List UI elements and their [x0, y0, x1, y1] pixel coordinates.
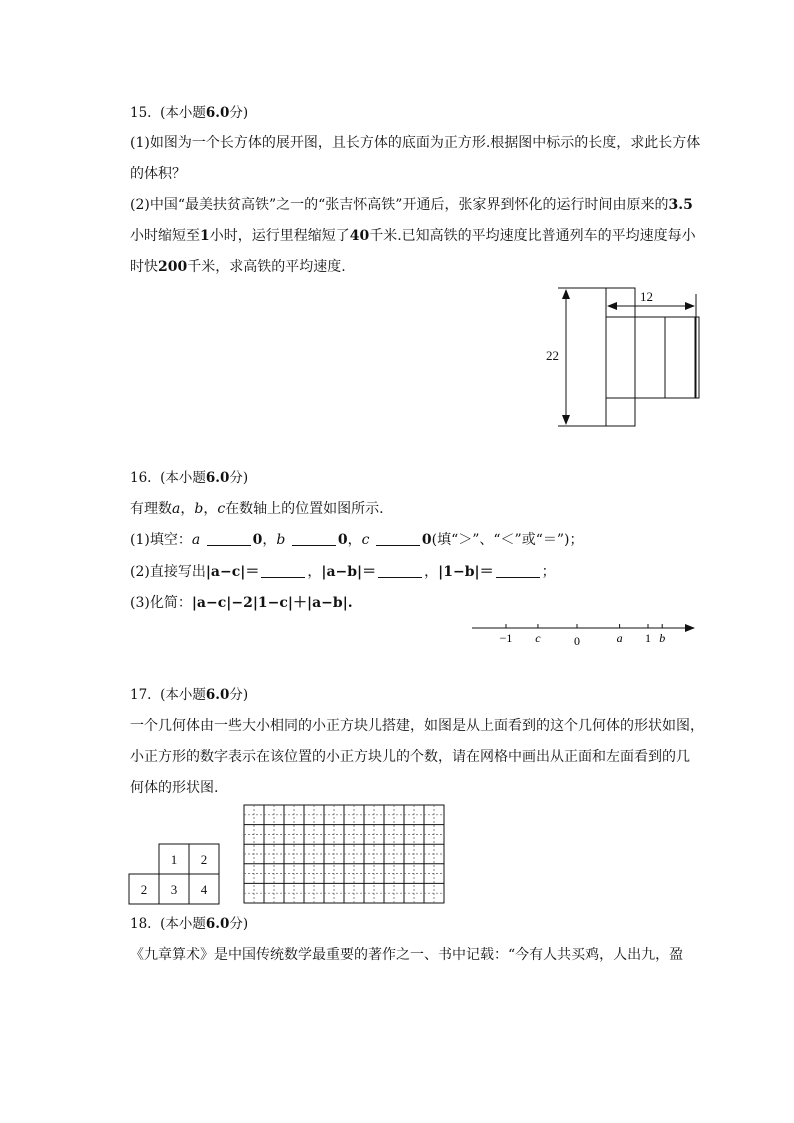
q16-expr1: |a−c|＝: [205, 564, 260, 580]
q16-part3: [130, 593, 353, 613]
q16-var-c: c: [217, 501, 226, 517]
q15-line5-a: 时快: [130, 259, 158, 275]
q16-p1-var-b: b: [276, 532, 286, 548]
axis-label: 0: [574, 634, 580, 648]
q18-meta-suffix: 分): [229, 916, 249, 932]
q15-line1: (1)如图为一个长方体的展开图，且长方体的底面为正方形.根据图中标示的长度，求此长方体: [130, 135, 701, 151]
top-view-count: 4: [200, 882, 208, 897]
q15-line4-c: 小时，运行里程缩短了: [209, 228, 350, 244]
q17-line2: 小正方形的数字表示在该位置的小正方块儿的个数，请在网格中画出从正面和左面看到的几: [130, 749, 690, 765]
q17-header: [130, 685, 248, 705]
q16-var-a: a: [172, 501, 181, 517]
q16-part2-end: ；: [541, 564, 556, 580]
q18-meta-prefix: (本小题: [160, 916, 206, 932]
axis-label: c: [535, 631, 541, 645]
q15-value-3-5: 3.5: [668, 197, 693, 213]
q15-value-1: 1: [200, 228, 210, 244]
net-bottom-square: [606, 398, 635, 426]
q17-line3: 何体的形状图.: [130, 780, 219, 796]
q16-expr2: |a−b|＝: [321, 564, 377, 580]
axis-label: a: [616, 631, 623, 645]
q15-line5: [130, 257, 346, 277]
q17-top-view: [128, 843, 222, 905]
q16-blank-b[interactable]: [292, 531, 336, 546]
q15-line4-e: 千米.已知高铁的平均速度比普通列车的平均速度每小: [369, 228, 696, 244]
q16-p1-var-c: c: [361, 532, 370, 548]
q16-zero-3: 0: [421, 532, 432, 548]
q16-header: [130, 468, 248, 488]
q16-expr3: |1−b|＝: [438, 564, 494, 580]
q15-number: 15.: [130, 105, 152, 121]
q17-answer-grid[interactable]: [243, 804, 445, 904]
q16-part1-prefix: (1)填空：: [130, 532, 192, 548]
q16-meta-prefix: (本小题: [160, 470, 206, 486]
q16-part3-prefix: (3)化简：: [130, 595, 192, 611]
top-view-count: 3: [170, 882, 178, 897]
q15-line2: 的体积？: [130, 166, 186, 182]
q15-line5-c: 千米，求高铁的平均速度.: [187, 259, 346, 275]
q16-zero-2: 0: [337, 532, 348, 548]
width-label: 12: [640, 289, 653, 304]
q15-line4-a: 小时缩短至: [130, 228, 200, 244]
q16-number-line: [468, 615, 700, 651]
axis-label: b: [659, 631, 666, 645]
q17-line1: 一个几何体由一些大小相同的小正方块儿搭建，如图是从上面看到的这个几何体的形状如图，: [130, 718, 704, 734]
q15-meta-prefix: (本小题: [160, 105, 206, 121]
q17-number: 17.: [130, 687, 152, 703]
q15-value-40: 40: [349, 228, 370, 244]
q16-p1-sep-2: ，: [347, 532, 362, 548]
q16-p1-sep-1: ，: [262, 532, 277, 548]
q16-score: 6.0: [205, 470, 230, 486]
q16-p2-sep-2: ，: [424, 564, 439, 580]
net-top-square: [606, 288, 635, 317]
q16-intro-a: 有理数: [130, 501, 172, 517]
q16-blank-c[interactable]: [376, 531, 420, 546]
q16-meta-suffix: 分): [229, 470, 249, 486]
q16-sep-1: ，: [180, 501, 195, 517]
axis-label: −1: [499, 631, 513, 645]
q16-part1: [130, 530, 584, 550]
q16-part1-suffix: (填“＞”、“＜”或“＝”)；: [431, 532, 584, 548]
q16-sep-2: ，: [203, 501, 218, 517]
q15-score: 6.0: [205, 105, 230, 121]
q15-meta-suffix: 分): [229, 105, 249, 121]
q15-net-figure: [540, 282, 710, 432]
q16-blank-expr2[interactable]: [378, 563, 422, 578]
q16-part2: [130, 562, 556, 582]
q15-value-200: 200: [158, 259, 188, 275]
height-label: 22: [546, 348, 559, 363]
q16-blank-expr3[interactable]: [496, 563, 540, 578]
q15-line4: [130, 226, 696, 246]
q16-part3-expr: |a−c|−2|1−c|＋|a−b|.: [191, 595, 353, 611]
q16-p2-sep-1: ，: [307, 564, 322, 580]
q18-number: 18.: [130, 916, 152, 932]
q16-blank-a[interactable]: [207, 531, 251, 546]
q18-score: 6.0: [205, 916, 230, 932]
q15-line3-text: (2)中国“最美扶贫高铁”之一的“张吉怀高铁”开通后，张家界到怀化的运行时间由原来的: [130, 197, 669, 213]
net-face-3: [665, 317, 695, 398]
q15-line3: [130, 195, 693, 215]
top-view-count: 1: [170, 852, 178, 867]
q15-header: [130, 103, 248, 123]
q16-number: 16.: [130, 470, 152, 486]
net-face-2: [635, 317, 665, 398]
q17-meta-prefix: (本小题: [160, 687, 206, 703]
net-face-1: [606, 317, 635, 398]
q16-p1-var-a: a: [191, 532, 201, 548]
q16-zero-1: 0: [252, 532, 263, 548]
axis-label: 1: [645, 631, 651, 645]
q16-intro-b: 在数轴上的位置如图所示.: [225, 501, 384, 517]
q17-meta-suffix: 分): [229, 687, 249, 703]
top-view-count: 2: [140, 882, 148, 897]
q18-line1: 《九章算术》是中国传统数学最重要的著作之一、书中记载：“今有人共买鸡，人出九，盈: [130, 947, 684, 963]
q16-part2-prefix: (2)直接写出: [130, 564, 206, 580]
q16-var-b: b: [194, 501, 204, 517]
top-view-count: 2: [200, 852, 208, 867]
q17-score: 6.0: [205, 687, 230, 703]
q18-header: [130, 914, 248, 934]
q16-blank-expr1[interactable]: [261, 563, 305, 578]
q16-intro: [130, 499, 384, 519]
